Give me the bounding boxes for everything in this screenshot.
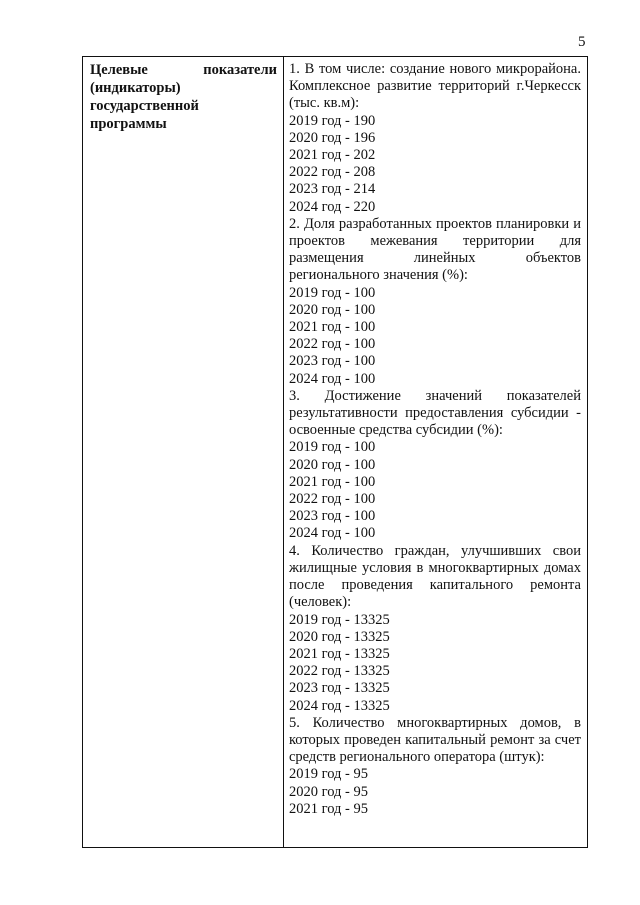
indicator-row: 2023 год - 100 xyxy=(289,508,376,525)
indicator-row: 2024 год - 100 xyxy=(289,525,376,542)
indicators-table xyxy=(82,56,588,848)
indicator-heading: 4. Количество граждан, улучшивших свои жилищные условия в многоквартирных домах после проведения капитального ремонта (человек): xyxy=(289,542,581,611)
page-number: 5 xyxy=(578,34,586,50)
indicator-block xyxy=(289,543,581,715)
indicator-block xyxy=(289,216,581,388)
indicator-row: 2019 год - 190 xyxy=(289,112,376,129)
table-content-cell xyxy=(284,57,587,847)
indicator-row: 2022 год - 100 xyxy=(289,491,376,508)
indicator-row: 2024 год - 13325 xyxy=(289,697,390,714)
indicator-row: 2021 год - 13325 xyxy=(289,645,390,662)
indicator-row: 2020 год - 100 xyxy=(289,456,376,473)
indicator-row: 2021 год - 100 xyxy=(289,473,376,490)
indicator-row: 2024 год - 220 xyxy=(289,198,376,215)
indicator-heading: 3. Достижение значений показателей результативности предоставления субсидии - освоенные средства субсидии (%): xyxy=(289,387,581,439)
indicator-row: 2023 год - 214 xyxy=(289,181,376,198)
indicator-row: 2019 год - 100 xyxy=(289,439,376,456)
indicator-row: 2019 год - 13325 xyxy=(289,611,390,628)
indicator-row: 2022 год - 13325 xyxy=(289,663,390,680)
indicator-row: 2022 год - 100 xyxy=(289,336,376,353)
indicator-heading: 2. Доля разработанных проектов планировки и проектов межевания территории для размещения линейных объектов регионального значения (%): xyxy=(289,215,581,284)
indicator-block xyxy=(289,61,581,216)
indicator-row: 2019 год - 100 xyxy=(289,284,376,301)
indicator-row: 2024 год - 100 xyxy=(289,370,376,387)
indicator-block xyxy=(289,715,581,818)
indicator-heading: 1. В том числе: создание нового микрорайона. Комплексное развитие территорий г.Черкесск (тыс. кв.м): xyxy=(289,61,581,112)
table-label-cell xyxy=(83,57,284,847)
indicator-block xyxy=(289,388,581,543)
indicator-row: 2021 год - 202 xyxy=(289,147,376,164)
indicator-row: 2021 год - 100 xyxy=(289,319,376,336)
indicator-row: 2020 год - 100 xyxy=(289,301,376,318)
indicator-heading: 5. Количество многоквартирных домов, в которых проведен капитальный ремонт за счет средств регионального оператора (штук): xyxy=(289,714,581,766)
indicator-row: 2021 год - 95 xyxy=(289,800,368,817)
indicator-row: 2020 год - 196 xyxy=(289,129,376,146)
indicator-row: 2020 год - 13325 xyxy=(289,628,390,645)
indicator-row: 2022 год - 208 xyxy=(289,164,376,181)
table-label-text: Целевые показатели (индикаторы) государственной программы xyxy=(90,62,277,132)
indicator-row: 2023 год - 100 xyxy=(289,353,376,370)
indicator-row: 2019 год - 95 xyxy=(289,766,368,783)
indicator-row: 2023 год - 13325 xyxy=(289,680,390,697)
indicator-row: 2020 год - 95 xyxy=(289,783,368,800)
